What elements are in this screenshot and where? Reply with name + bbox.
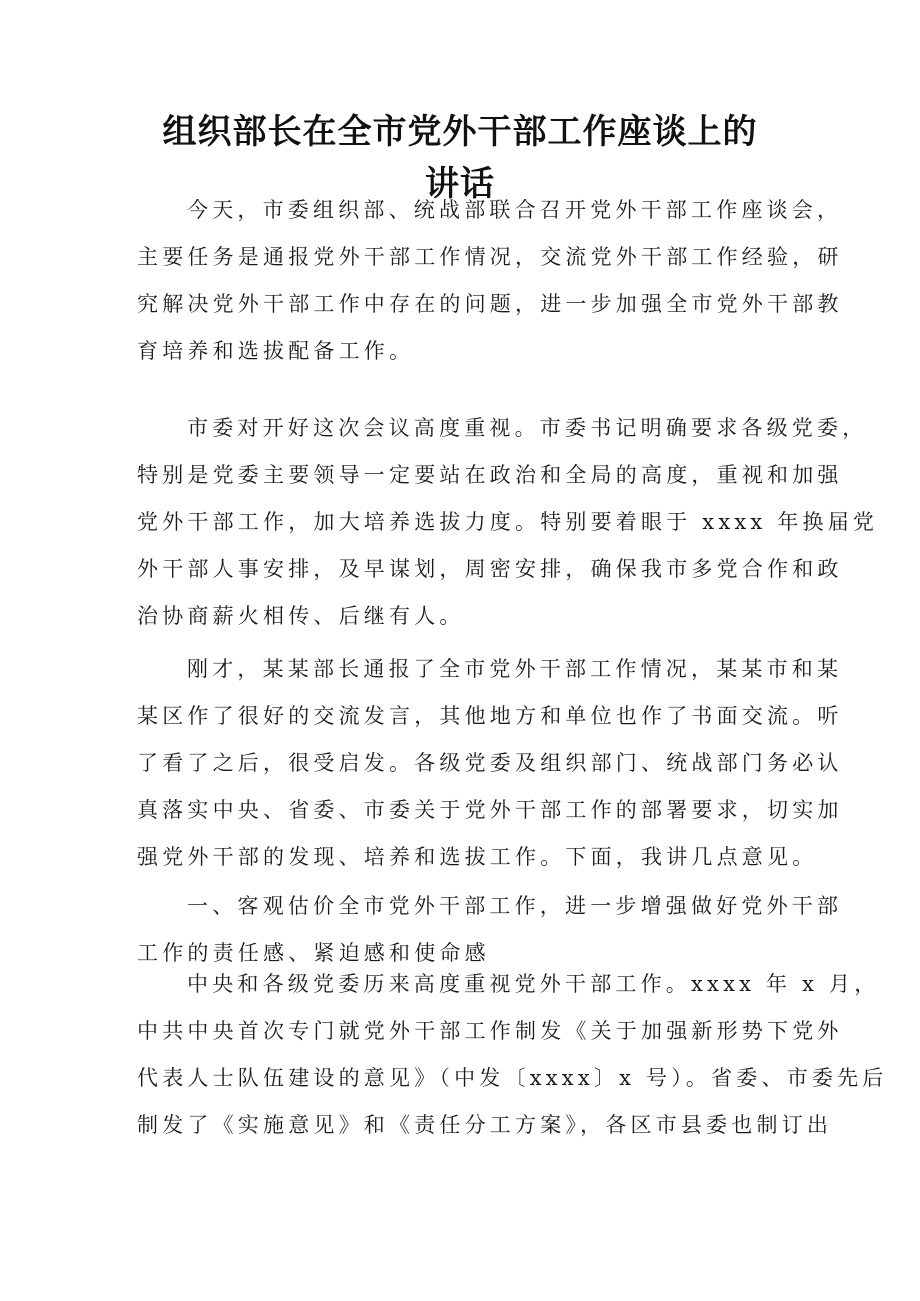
paragraph-line: 治协商薪火相传、后继有人。 (137, 604, 465, 628)
heading-line: 工作的责任感、紧迫感和使命感 (137, 941, 490, 965)
paragraph-line: 特别是党委主要领导一定要站在政治和全局的高度，重视和加强 (137, 463, 843, 487)
paragraph-line: 真落实中央、省委、市委关于党外干部工作的部署要求，切实加 (137, 798, 843, 822)
paragraph-line: 主要任务是通报党外干部工作情况，交流党外干部工作经验，研 (137, 245, 843, 269)
paragraph-line: 今天，市委组织部、统战部联合召开党外干部工作座谈会， (187, 198, 843, 222)
paragraph-1 (137, 187, 843, 375)
paragraph-line: 某区作了很好的交流发言，其他地方和单位也作了书面交流。听 (137, 704, 843, 728)
paragraph-line: 刚才，某某部长通报了全市党外干部工作情况，某某市和某 (187, 657, 843, 681)
paragraph-2 (137, 405, 879, 640)
paragraph-line: 强党外干部的发现、培养和选拔工作。下面，我讲几点意见。 (137, 845, 818, 869)
heading-line: 一、客观估价全市党外干部工作，进一步增强做好党外干部 (187, 894, 843, 918)
paragraph-line: 了看了之后，很受启发。各级党委及组织部门、统战部门务必认 (137, 751, 843, 775)
paragraph-line: 外干部人事安排，及早谋划，周密安排，确保我市多党合作和政 (137, 557, 843, 581)
document-title-line-1: 组织部长在全市党外干部工作座谈上的 (162, 112, 758, 152)
paragraph-line: 中共中央首次专门就党外干部工作制发《关于加强新形势下党外 (137, 1019, 843, 1043)
paragraph-3 (137, 646, 843, 881)
paragraph-line: 中央和各级党委历来高度重视党外干部工作。xxxx 年 x 月， (187, 972, 880, 996)
paragraph-line: 育培养和选拔配备工作。 (137, 339, 415, 363)
paragraph-line: 制发了《实施意见》和《责任分工方案》，各区市县委也制订出 (137, 1113, 833, 1137)
paragraph-line: 究解决党外干部工作中存在的问题，进一步加强全市党外干部教 (137, 292, 843, 316)
paragraph-line: 党外干部工作，加大培养选拔力度。特别要着眼于 xxxx 年换届党 (137, 510, 879, 534)
document-title-line-2: 讲话 (425, 164, 495, 204)
paragraph-line: 代表人士队伍建设的意见》（中发〔xxxx〕x 号）。省委、市委先后 (137, 1066, 888, 1090)
paragraph-5 (137, 961, 888, 1149)
paragraph-line: 市委对开好这次会议高度重视。市委书记明确要求各级党委， (187, 416, 868, 440)
